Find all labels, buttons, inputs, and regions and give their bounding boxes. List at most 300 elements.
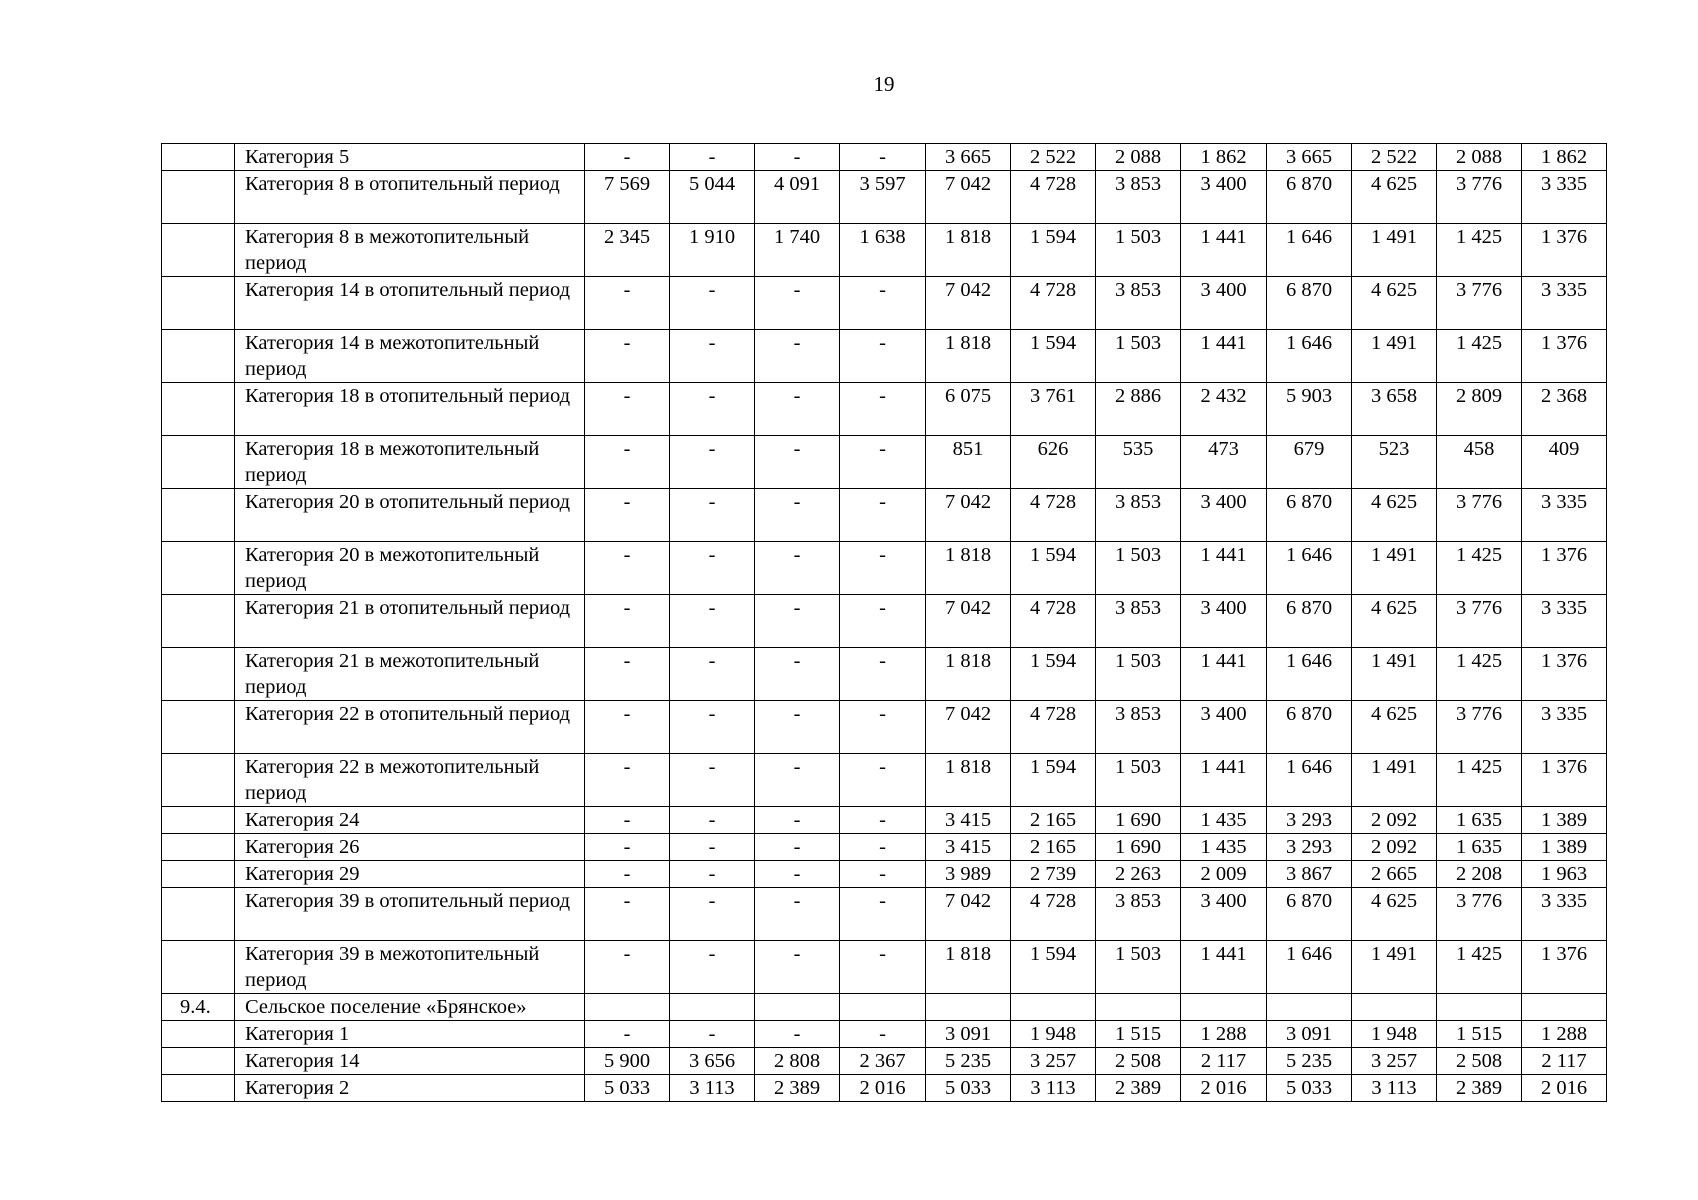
value-cell: 1 740	[755, 224, 840, 277]
value-cell: -	[670, 754, 755, 807]
value-cell: 1 503	[1096, 330, 1181, 383]
row-label-cell: Категория 1	[235, 1021, 585, 1048]
value-cell: 3 853	[1096, 171, 1181, 224]
value-cell: -	[585, 489, 670, 542]
value-cell: 1 646	[1267, 542, 1352, 595]
value-cell: 4 728	[1011, 277, 1096, 330]
table-row	[162, 861, 1607, 888]
value-cell: 1 491	[1352, 941, 1437, 994]
table-body	[162, 144, 1607, 1102]
value-cell: 4 728	[1011, 489, 1096, 542]
value-cell: 6 870	[1267, 701, 1352, 754]
value-cell: 2 117	[1181, 1048, 1267, 1075]
value-cell: -	[670, 1021, 755, 1048]
value-cell: -	[670, 861, 755, 888]
value-cell: 1 646	[1267, 648, 1352, 701]
value-cell: -	[840, 807, 926, 834]
row-label-cell: Категория 39 в отопительный период	[235, 888, 585, 941]
table-row	[162, 436, 1607, 489]
value-cell: 1 441	[1181, 941, 1267, 994]
row-label-cell: Категория 2	[235, 1075, 585, 1102]
value-cell: 1 818	[926, 330, 1011, 383]
value-cell: 1 594	[1011, 224, 1096, 277]
row-index-cell	[162, 834, 235, 861]
value-cell: 1 376	[1522, 330, 1607, 383]
value-cell: -	[755, 648, 840, 701]
value-cell: 3 335	[1522, 171, 1607, 224]
value-cell: 3 335	[1522, 888, 1607, 941]
value-cell: -	[840, 277, 926, 330]
value-cell: 1 491	[1352, 224, 1437, 277]
value-cell: -	[670, 144, 755, 171]
value-cell: 3 989	[926, 861, 1011, 888]
value-cell: 3 400	[1181, 171, 1267, 224]
value-cell: 1 435	[1181, 834, 1267, 861]
value-cell: 1 862	[1522, 144, 1607, 171]
value-cell: -	[755, 888, 840, 941]
row-label-cell: Категория 22 в межотопительный период	[235, 754, 585, 807]
row-index-cell	[162, 542, 235, 595]
value-cell: 2 389	[1096, 1075, 1181, 1102]
value-cell: 4 625	[1352, 171, 1437, 224]
value-cell	[670, 994, 755, 1021]
value-cell: -	[670, 383, 755, 436]
value-cell: 1 425	[1437, 648, 1522, 701]
value-cell: 7 042	[926, 888, 1011, 941]
value-cell: 2 345	[585, 224, 670, 277]
value-cell: 5 235	[1267, 1048, 1352, 1075]
value-cell: 1 690	[1096, 834, 1181, 861]
value-cell: 5 044	[670, 171, 755, 224]
value-cell: 1 376	[1522, 224, 1607, 277]
value-cell: -	[670, 330, 755, 383]
value-cell: 2 389	[755, 1075, 840, 1102]
value-cell: 3 415	[926, 834, 1011, 861]
value-cell: -	[755, 1021, 840, 1048]
value-cell: 1 389	[1522, 807, 1607, 834]
value-cell: 626	[1011, 436, 1096, 489]
value-cell: 3 853	[1096, 595, 1181, 648]
value-cell: 1 818	[926, 542, 1011, 595]
value-cell: 4 728	[1011, 595, 1096, 648]
value-cell: -	[585, 542, 670, 595]
value-cell: 7 042	[926, 489, 1011, 542]
value-cell: 6 870	[1267, 171, 1352, 224]
value-cell: 1 818	[926, 941, 1011, 994]
row-index-cell	[162, 489, 235, 542]
value-cell: 3 853	[1096, 888, 1181, 941]
value-cell: 2 088	[1096, 144, 1181, 171]
value-cell: -	[755, 861, 840, 888]
value-cell: -	[840, 648, 926, 701]
value-cell: 4 625	[1352, 888, 1437, 941]
value-cell: 2 165	[1011, 834, 1096, 861]
table-row	[162, 383, 1607, 436]
table-row	[162, 277, 1607, 330]
value-cell: 2 739	[1011, 861, 1096, 888]
value-cell: 3 776	[1437, 277, 1522, 330]
value-cell: -	[840, 383, 926, 436]
value-cell: 1 635	[1437, 834, 1522, 861]
value-cell: 1 594	[1011, 330, 1096, 383]
row-label-cell: Категория 8 в межотопительный период	[235, 224, 585, 277]
value-cell: 3 113	[1352, 1075, 1437, 1102]
value-cell: 1 491	[1352, 754, 1437, 807]
row-label-cell: Категория 26	[235, 834, 585, 861]
table-row	[162, 941, 1607, 994]
value-cell	[926, 994, 1011, 1021]
value-cell: 5 033	[1267, 1075, 1352, 1102]
row-label-cell: Категория 21 в межотопительный период	[235, 648, 585, 701]
row-label-cell: Категория 22 в отопительный период	[235, 701, 585, 754]
value-cell: 3 658	[1352, 383, 1437, 436]
value-cell: 1 288	[1181, 1021, 1267, 1048]
value-cell: 1 503	[1096, 754, 1181, 807]
value-cell: -	[840, 595, 926, 648]
value-cell	[1181, 994, 1267, 1021]
value-cell: 1 376	[1522, 941, 1607, 994]
value-cell: 5 033	[926, 1075, 1011, 1102]
value-cell: -	[670, 277, 755, 330]
row-label-cell: Категория 14	[235, 1048, 585, 1075]
value-cell: 1 635	[1437, 807, 1522, 834]
value-cell: 1 425	[1437, 542, 1522, 595]
row-label-cell: Категория 14 в отопительный период	[235, 277, 585, 330]
value-cell: 2 665	[1352, 861, 1437, 888]
value-cell: 2 117	[1522, 1048, 1607, 1075]
row-index-cell	[162, 383, 235, 436]
value-cell: -	[585, 701, 670, 754]
value-cell: 2 808	[755, 1048, 840, 1075]
value-cell: 3 665	[1267, 144, 1352, 171]
value-cell: -	[585, 888, 670, 941]
value-cell: 4 625	[1352, 489, 1437, 542]
value-cell: 3 113	[670, 1075, 755, 1102]
row-label-cell: Категория 14 в межотопительный период	[235, 330, 585, 383]
value-cell: -	[585, 383, 670, 436]
value-cell: -	[585, 595, 670, 648]
value-cell: 1 441	[1181, 330, 1267, 383]
table-row	[162, 754, 1607, 807]
row-index-cell	[162, 888, 235, 941]
value-cell: 3 867	[1267, 861, 1352, 888]
value-cell: -	[670, 436, 755, 489]
value-cell: -	[840, 701, 926, 754]
value-cell: -	[755, 144, 840, 171]
row-label-cell: Категория 39 в межотопительный период	[235, 941, 585, 994]
value-cell: 2 016	[1522, 1075, 1607, 1102]
table-row	[162, 489, 1607, 542]
value-cell: -	[585, 436, 670, 489]
value-cell: 1 503	[1096, 648, 1181, 701]
value-cell: -	[755, 383, 840, 436]
value-cell: 1 441	[1181, 542, 1267, 595]
value-cell: 1 910	[670, 224, 755, 277]
row-label-cell: Категория 18 в отопительный период	[235, 383, 585, 436]
row-label-cell: Категория 20 в отопительный период	[235, 489, 585, 542]
value-cell: 3 257	[1352, 1048, 1437, 1075]
value-cell: 2 809	[1437, 383, 1522, 436]
value-cell: -	[840, 834, 926, 861]
row-index-cell	[162, 171, 235, 224]
tariff-table	[161, 143, 1607, 1102]
value-cell: 1 425	[1437, 330, 1522, 383]
value-cell: 1 646	[1267, 754, 1352, 807]
value-cell: 1 818	[926, 648, 1011, 701]
row-label-cell: Категория 8 в отопительный период	[235, 171, 585, 224]
value-cell: -	[585, 330, 670, 383]
table-row	[162, 834, 1607, 861]
table-row	[162, 648, 1607, 701]
value-cell: 851	[926, 436, 1011, 489]
row-label-cell: Категория 21 в отопительный период	[235, 595, 585, 648]
value-cell: 1 376	[1522, 542, 1607, 595]
value-cell: -	[670, 941, 755, 994]
row-index-cell	[162, 754, 235, 807]
row-index-cell	[162, 861, 235, 888]
table-row	[162, 595, 1607, 648]
value-cell: 2 092	[1352, 807, 1437, 834]
value-cell: 535	[1096, 436, 1181, 489]
value-cell: 409	[1522, 436, 1607, 489]
value-cell: -	[840, 888, 926, 941]
value-cell: 1 503	[1096, 941, 1181, 994]
value-cell: 3 335	[1522, 489, 1607, 542]
row-index-cell	[162, 648, 235, 701]
value-cell: -	[840, 330, 926, 383]
value-cell: 3 761	[1011, 383, 1096, 436]
value-cell: 1 963	[1522, 861, 1607, 888]
page-number: 19	[873, 72, 895, 96]
value-cell: 1 690	[1096, 807, 1181, 834]
value-cell: 2 508	[1096, 1048, 1181, 1075]
value-cell: 3 091	[1267, 1021, 1352, 1048]
value-cell: 2 389	[1437, 1075, 1522, 1102]
row-index-cell	[162, 701, 235, 754]
row-label-cell: Категория 24	[235, 807, 585, 834]
value-cell: -	[755, 277, 840, 330]
value-cell: 7 042	[926, 595, 1011, 648]
value-cell: -	[670, 834, 755, 861]
value-cell: 473	[1181, 436, 1267, 489]
value-cell: -	[585, 754, 670, 807]
value-cell: 1 376	[1522, 754, 1607, 807]
value-cell: 2 208	[1437, 861, 1522, 888]
value-cell: 2 092	[1352, 834, 1437, 861]
table-row	[162, 1021, 1607, 1048]
value-cell: -	[585, 807, 670, 834]
value-cell: 3 776	[1437, 595, 1522, 648]
row-index-cell	[162, 330, 235, 383]
value-cell: -	[840, 144, 926, 171]
value-cell: 3 400	[1181, 595, 1267, 648]
value-cell: 2 432	[1181, 383, 1267, 436]
value-cell	[840, 994, 926, 1021]
value-cell: 5 033	[585, 1075, 670, 1102]
value-cell: 3 776	[1437, 171, 1522, 224]
value-cell: 7 569	[585, 171, 670, 224]
value-cell: 1 288	[1522, 1021, 1607, 1048]
value-cell: 1 503	[1096, 224, 1181, 277]
value-cell: -	[670, 807, 755, 834]
value-cell: -	[670, 701, 755, 754]
value-cell: 523	[1352, 436, 1437, 489]
value-cell: 1 425	[1437, 224, 1522, 277]
value-cell	[1437, 994, 1522, 1021]
row-label-cell: Категория 18 в межотопительный период	[235, 436, 585, 489]
value-cell: 3 776	[1437, 489, 1522, 542]
value-cell: 2 367	[840, 1048, 926, 1075]
value-cell: -	[585, 277, 670, 330]
value-cell: 5 903	[1267, 383, 1352, 436]
table-row	[162, 1075, 1607, 1102]
value-cell: 1 638	[840, 224, 926, 277]
value-cell: 2 368	[1522, 383, 1607, 436]
value-cell	[1267, 994, 1352, 1021]
value-cell: 2 263	[1096, 861, 1181, 888]
value-cell: -	[585, 648, 670, 701]
value-cell: 3 400	[1181, 489, 1267, 542]
value-cell: 3 853	[1096, 277, 1181, 330]
value-cell: -	[755, 330, 840, 383]
value-cell	[1011, 994, 1096, 1021]
value-cell: 3 656	[670, 1048, 755, 1075]
value-cell: 7 042	[926, 701, 1011, 754]
value-cell: 1 503	[1096, 542, 1181, 595]
value-cell: 3 776	[1437, 888, 1522, 941]
value-cell: 1 425	[1437, 754, 1522, 807]
value-cell: 2 016	[840, 1075, 926, 1102]
value-cell: 1 818	[926, 224, 1011, 277]
value-cell: 5 900	[585, 1048, 670, 1075]
table-row	[162, 994, 1607, 1021]
value-cell: 1 948	[1011, 1021, 1096, 1048]
value-cell: 3 400	[1181, 701, 1267, 754]
row-label-cell: Категория 5	[235, 144, 585, 171]
value-cell: -	[840, 489, 926, 542]
value-cell: 3 293	[1267, 834, 1352, 861]
value-cell: 4 625	[1352, 595, 1437, 648]
table-row	[162, 144, 1607, 171]
value-cell: 1 425	[1437, 941, 1522, 994]
value-cell: -	[585, 834, 670, 861]
row-label-cell: Категория 29	[235, 861, 585, 888]
value-cell: -	[670, 648, 755, 701]
table-row	[162, 701, 1607, 754]
row-index-cell	[162, 595, 235, 648]
value-cell: 6 870	[1267, 595, 1352, 648]
row-index-cell	[162, 144, 235, 171]
table-row	[162, 807, 1607, 834]
value-cell: -	[755, 595, 840, 648]
value-cell: -	[840, 436, 926, 489]
value-cell: -	[670, 595, 755, 648]
value-cell: 1 594	[1011, 754, 1096, 807]
value-cell: -	[585, 144, 670, 171]
value-cell: 1 594	[1011, 941, 1096, 994]
value-cell: 4 728	[1011, 888, 1096, 941]
value-cell: 3 400	[1181, 277, 1267, 330]
value-cell: 4 728	[1011, 171, 1096, 224]
value-cell: -	[670, 542, 755, 595]
value-cell: 3 293	[1267, 807, 1352, 834]
row-index-cell: 9.4.	[162, 994, 235, 1021]
value-cell: 1 646	[1267, 941, 1352, 994]
value-cell: 2 009	[1181, 861, 1267, 888]
row-index-cell	[162, 807, 235, 834]
row-index-cell	[162, 1075, 235, 1102]
value-cell: 1 435	[1181, 807, 1267, 834]
value-cell: -	[840, 754, 926, 807]
value-cell: 3 113	[1011, 1075, 1096, 1102]
value-cell: 4 728	[1011, 701, 1096, 754]
value-cell: 1 441	[1181, 648, 1267, 701]
value-cell	[585, 994, 670, 1021]
value-cell: -	[840, 941, 926, 994]
value-cell: 3 415	[926, 807, 1011, 834]
value-cell: 2 165	[1011, 807, 1096, 834]
value-cell: -	[755, 807, 840, 834]
value-cell: 3 335	[1522, 595, 1607, 648]
value-cell: 4 625	[1352, 277, 1437, 330]
table-row	[162, 224, 1607, 277]
value-cell: 3 776	[1437, 701, 1522, 754]
row-label-cell: Сельское поселение «Брянское»	[235, 994, 585, 1021]
table-row	[162, 330, 1607, 383]
value-cell: 1 646	[1267, 224, 1352, 277]
value-cell: 3 257	[1011, 1048, 1096, 1075]
value-cell: -	[755, 754, 840, 807]
value-cell: 1 646	[1267, 330, 1352, 383]
value-cell: 2 522	[1352, 144, 1437, 171]
row-index-cell	[162, 436, 235, 489]
value-cell: 3 665	[926, 144, 1011, 171]
value-cell: 1 515	[1096, 1021, 1181, 1048]
value-cell: 3 335	[1522, 277, 1607, 330]
value-cell: -	[840, 542, 926, 595]
value-cell	[1096, 994, 1181, 1021]
table-row	[162, 542, 1607, 595]
value-cell: 1 376	[1522, 648, 1607, 701]
value-cell: 1 594	[1011, 648, 1096, 701]
row-label-cell: Категория 20 в межотопительный период	[235, 542, 585, 595]
value-cell: -	[755, 489, 840, 542]
value-cell: 4 091	[755, 171, 840, 224]
value-cell: -	[755, 941, 840, 994]
value-cell: -	[840, 861, 926, 888]
value-cell	[755, 994, 840, 1021]
value-cell: 6 870	[1267, 888, 1352, 941]
value-cell: 1 515	[1437, 1021, 1522, 1048]
value-cell: 7 042	[926, 277, 1011, 330]
value-cell: 1 491	[1352, 330, 1437, 383]
table-row	[162, 171, 1607, 224]
table-row	[162, 1048, 1607, 1075]
value-cell: 3 853	[1096, 489, 1181, 542]
value-cell: -	[585, 1021, 670, 1048]
value-cell: -	[755, 436, 840, 489]
value-cell: 2 508	[1437, 1048, 1522, 1075]
value-cell: -	[585, 861, 670, 888]
value-cell: -	[755, 701, 840, 754]
value-cell: 1 389	[1522, 834, 1607, 861]
row-index-cell	[162, 941, 235, 994]
value-cell: 5 235	[926, 1048, 1011, 1075]
value-cell: -	[755, 542, 840, 595]
value-cell: 1 441	[1181, 224, 1267, 277]
value-cell: 3 091	[926, 1021, 1011, 1048]
row-index-cell	[162, 277, 235, 330]
